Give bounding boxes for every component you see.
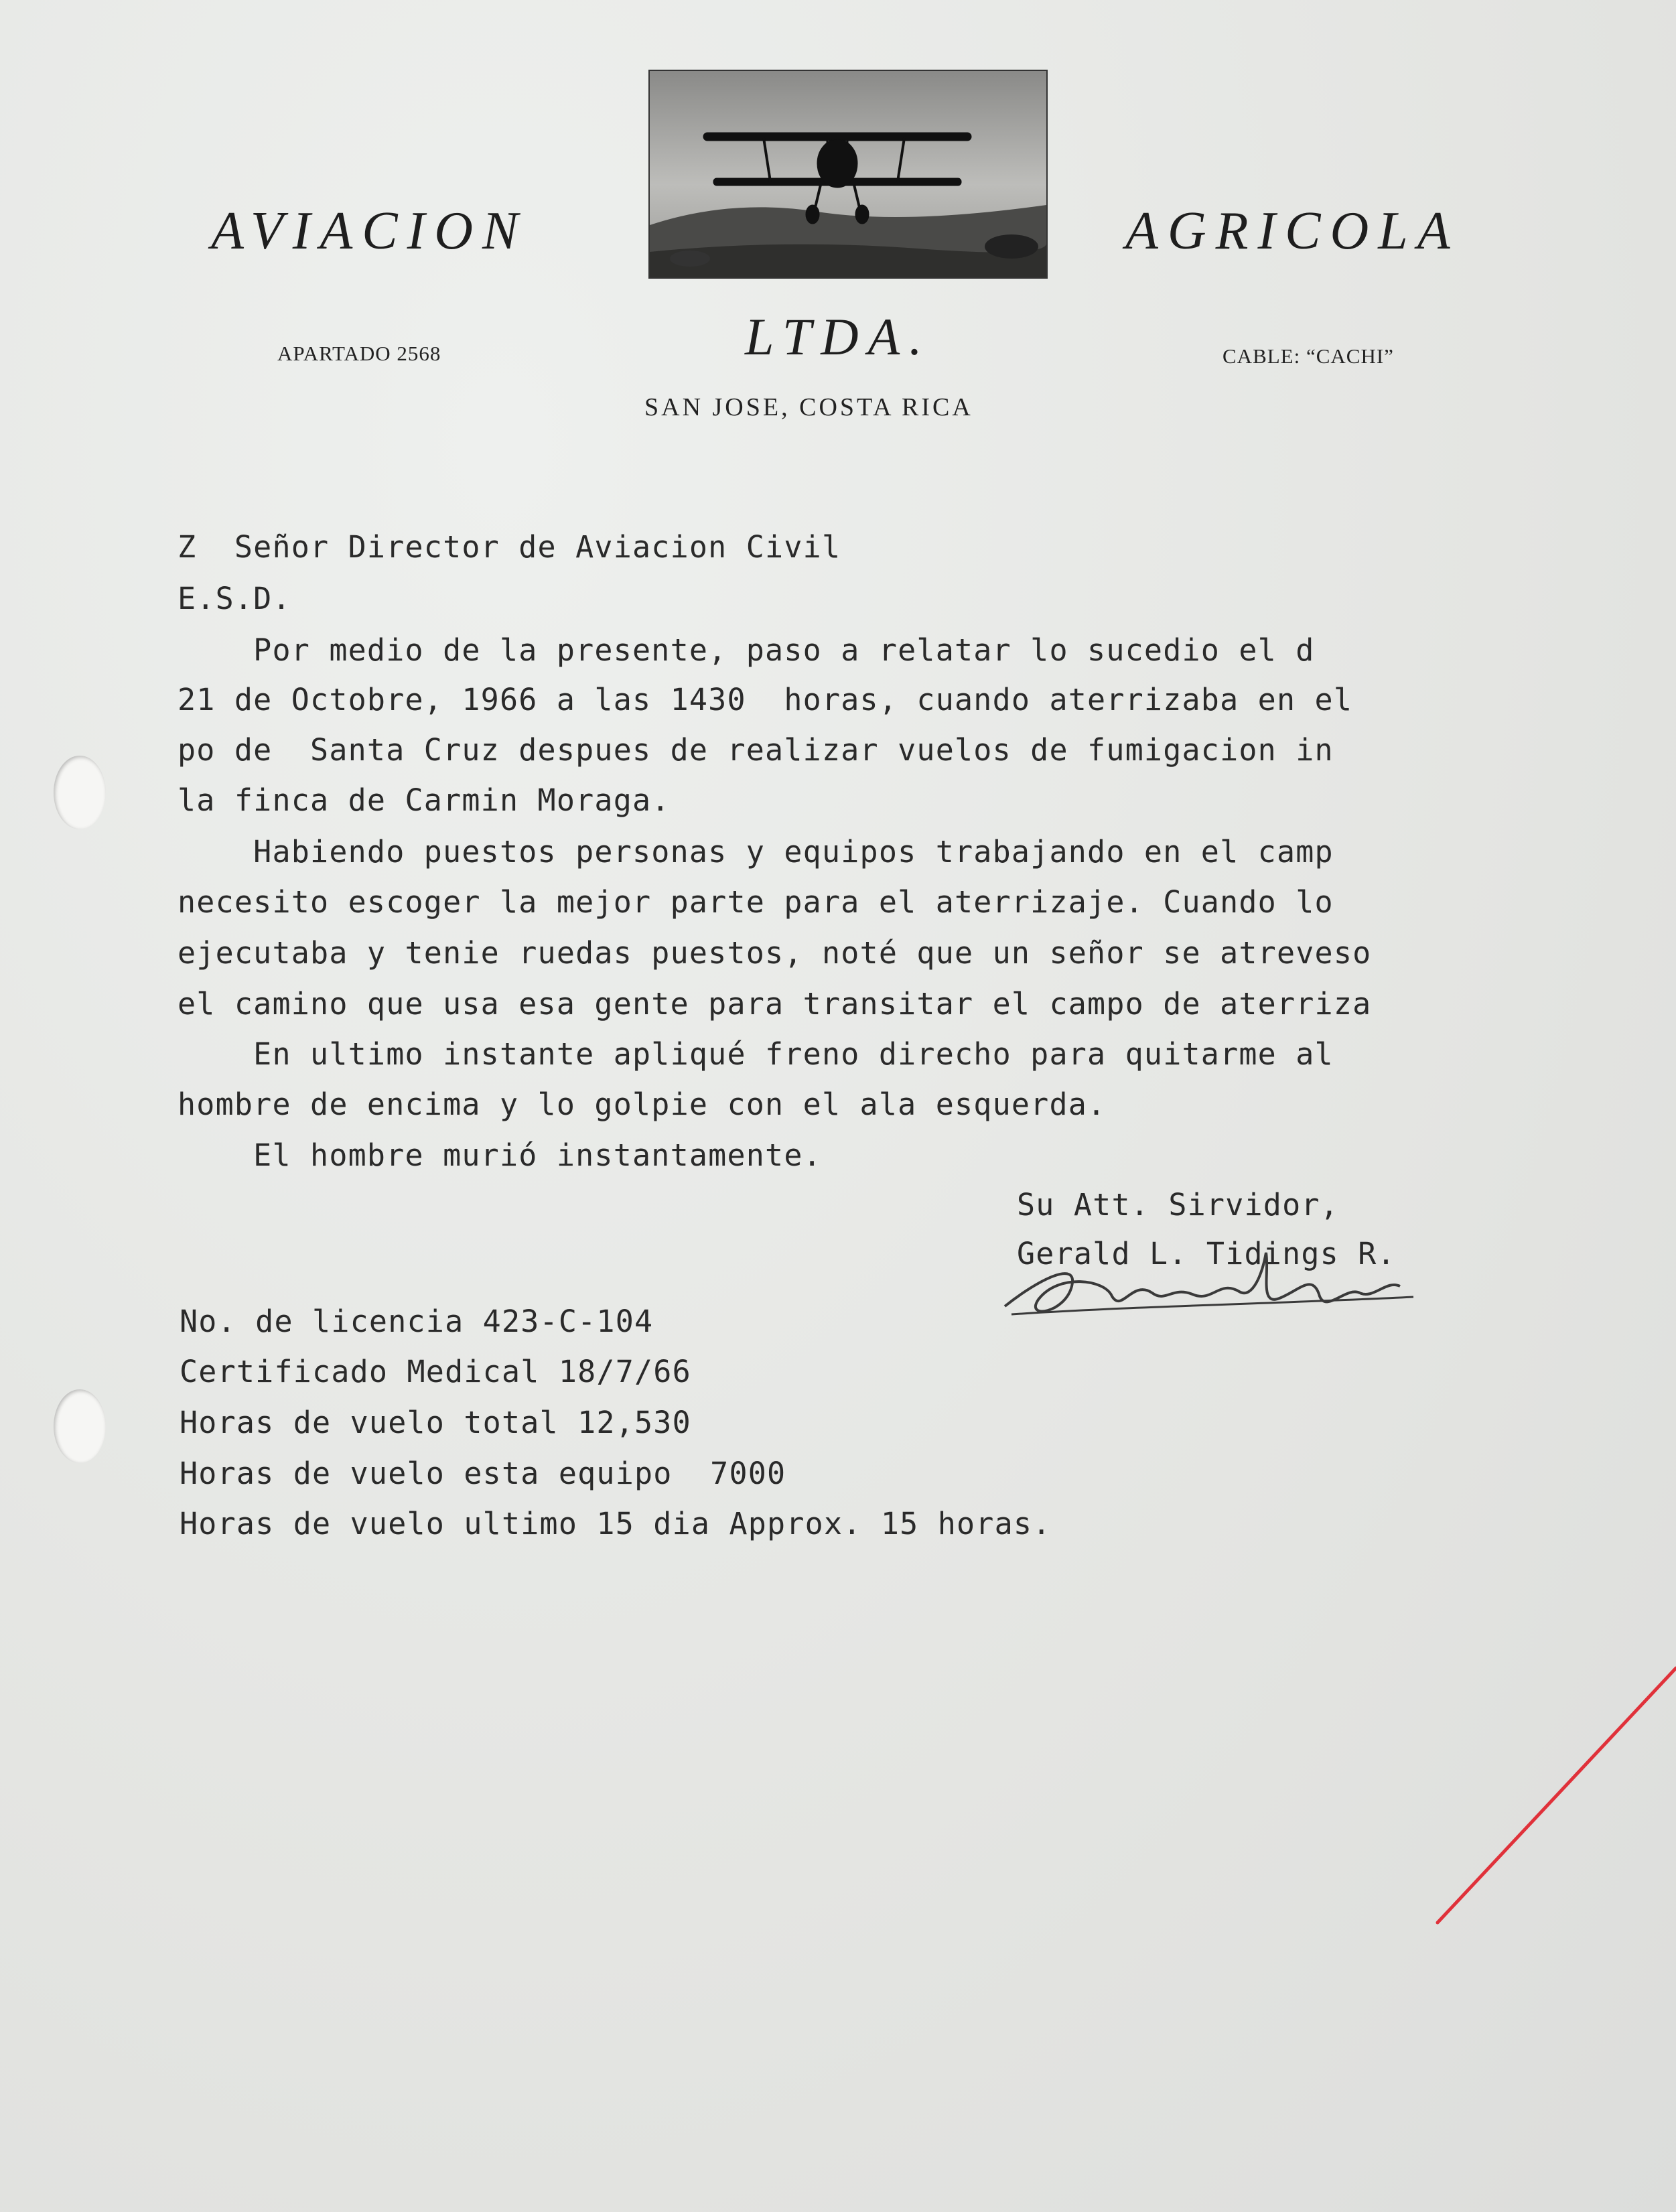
detail-line: No. de licencia 423-C-104 <box>180 1304 654 1339</box>
esd-line: E.S.D. <box>178 581 291 616</box>
body-line: ejecutaba y tenie ruedas puestos, noté que un señor se atreveso <box>178 935 1372 971</box>
signer-name: Gerald L. Tidings R. <box>1017 1236 1396 1271</box>
body-line: el camino que usa esa gente para transitar el campo de aterriza <box>178 986 1372 1022</box>
body-line: Por medio de la presente, paso a relatar lo sucedio el d <box>178 632 1315 668</box>
detail-line: Horas de vuelo esta equipo 7000 <box>180 1456 786 1491</box>
body-line: la finca de Carmin Moraga. <box>178 782 671 818</box>
letterhead-apartado: APARTADO 2568 <box>277 342 441 365</box>
letterhead-cable: CABLE: “CACHI” <box>1223 344 1394 368</box>
letterhead-ltda: LTDA. <box>745 307 932 366</box>
body-line: 21 de Octobre, 1966 a las 1430 horas, cuando aterrizaba en el <box>178 682 1353 717</box>
punch-hole-bottom <box>54 1389 106 1463</box>
body-line: hombre de encima y lo golpie con el ala esquerda. <box>178 1087 1107 1122</box>
salutation: Z Señor Director de Aviacion Civil <box>178 529 841 565</box>
detail-line: Horas de vuelo ultimo 15 dia Approx. 15 horas. <box>180 1506 1052 1541</box>
red-pencil-mark <box>1427 1661 1676 1943</box>
body-line: po de Santa Cruz despues de realizar vuelos de fumigacion in <box>178 732 1334 768</box>
letterhead-aviacion: AVIACION <box>211 202 528 261</box>
letterhead-address: SAN JOSE, COSTA RICA <box>644 393 973 421</box>
detail-line: Horas de vuelo total 12,530 <box>180 1405 691 1440</box>
handwritten-signature <box>998 1233 1427 1326</box>
biplane-photo <box>648 70 1048 279</box>
closing: Su Att. Sirvidor, <box>1017 1187 1339 1223</box>
detail-line: Certificado Medical 18/7/66 <box>180 1354 691 1389</box>
punch-hole-top <box>54 756 106 829</box>
body-line: Habiendo puestos personas y equipos trabajando en el camp <box>178 834 1334 870</box>
body-line: En ultimo instante apliqué freno direcho para quitarme al <box>178 1036 1334 1072</box>
body-line: El hombre murió instantamente. <box>178 1137 822 1173</box>
letterhead-agricola: AGRICOLA <box>1125 202 1460 261</box>
body-line: necesito escoger la mejor parte para el aterrizaje. Cuando lo <box>178 884 1334 920</box>
